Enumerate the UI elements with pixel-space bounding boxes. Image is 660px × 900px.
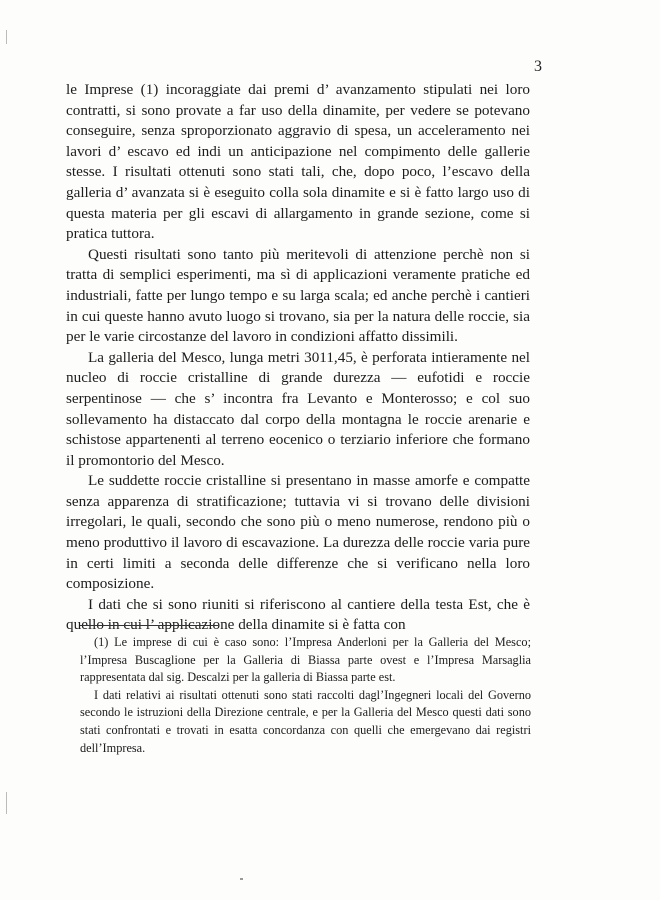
- footnote-separator: [80, 625, 218, 626]
- page-number: 3: [534, 58, 542, 75]
- margin-mark: [6, 30, 7, 44]
- paragraph: La galleria del Mesco, lunga metri 3011,45, è perforata intieramente nel nucleo di roccie cristalline di grande durezza — eufotidi e roccie serpentinose — che s’ incontra fra Levanto e Monterosso; e col suo sollevamento ha distaccato dal corpo della montagna le roccie arenarie e schistose appartenenti al terreno eocenico o terziario inferiore che formano il promontorio del Mesco.: [66, 348, 530, 469]
- paragraph: Le suddette roccie cristalline si presentano in masse amorfe e compatte senza apparenza di stratificazione; tuttavia vi si trovano delle divisioni irregolari, le quali, secondo che sono più o meno numerose, rendono più o meno produttivo il lavoro di escavazione. La durezza delle roccie varia pure in certi limiti a seconda delle differenze che si verificano nella loro composizione.: [66, 472, 530, 593]
- footnote: (1) Le imprese di cui è caso sono: l’Impresa Anderloni per la Galleria del Mesco; l’Impresa Buscaglione per la Galleria di Biassa parte ovest e l’Impresa Marsaglia rappresentata dal sig. Descalzi per la galleria di Biassa parte est.: [80, 635, 531, 685]
- footnote: I dati relativi ai risultati ottenuti sono stati raccolti dagl’Ingegneri locali del Governo secondo le istruzioni della Direzione centrale, e per la Galleria del Mesco questi dati sono stati confrontati e trovati in esatta concordanza con quelli che emergevano dai registri dell’Impresa.: [80, 687, 531, 755]
- body-text: [66, 80, 530, 636]
- paragraph: I dati che si sono riuniti si riferiscono al cantiere della testa Est, che è quello in cui l’ applicazione della dinamite si è fatta con: [66, 595, 530, 634]
- margin-mark: [6, 792, 7, 814]
- footnotes: [80, 634, 531, 757]
- paragraph: le Imprese (1) incoraggiate dai premi d’ avanzamento stipulati nei loro contratti, si sono provate a far uso della dinamite, per vedere se potevano conseguire, senza sproporzionato aggravio di spesa, un acceleramento nei lavori d’ escavo ed indi un anticipazione nel compimento delle gallerie stesse. I risultati ottenuti sono stati tali, che, dopo poco, l’escavo della galleria d’ avanzata si è eseguito colla sola dinamite e si è fatto largo uso di questa materia per gli escavi di allargamento in grande sezione, come si pratica tuttora.: [66, 81, 530, 243]
- scan-speck: [240, 878, 243, 880]
- paragraph: Questi risultati sono tanto più meritevoli di attenzione perchè non si tratta di semplici esperimenti, ma sì di applicazioni veramente pratiche ed industriali, fatte per lungo tempo e su larga scala; ed anche perchè i cantieri in cui queste hanno avuto luogo si trovano, sia per la natura delle roccie, sia per le varie circostanze del lavoro in condizioni affatto dissimili.: [66, 245, 530, 346]
